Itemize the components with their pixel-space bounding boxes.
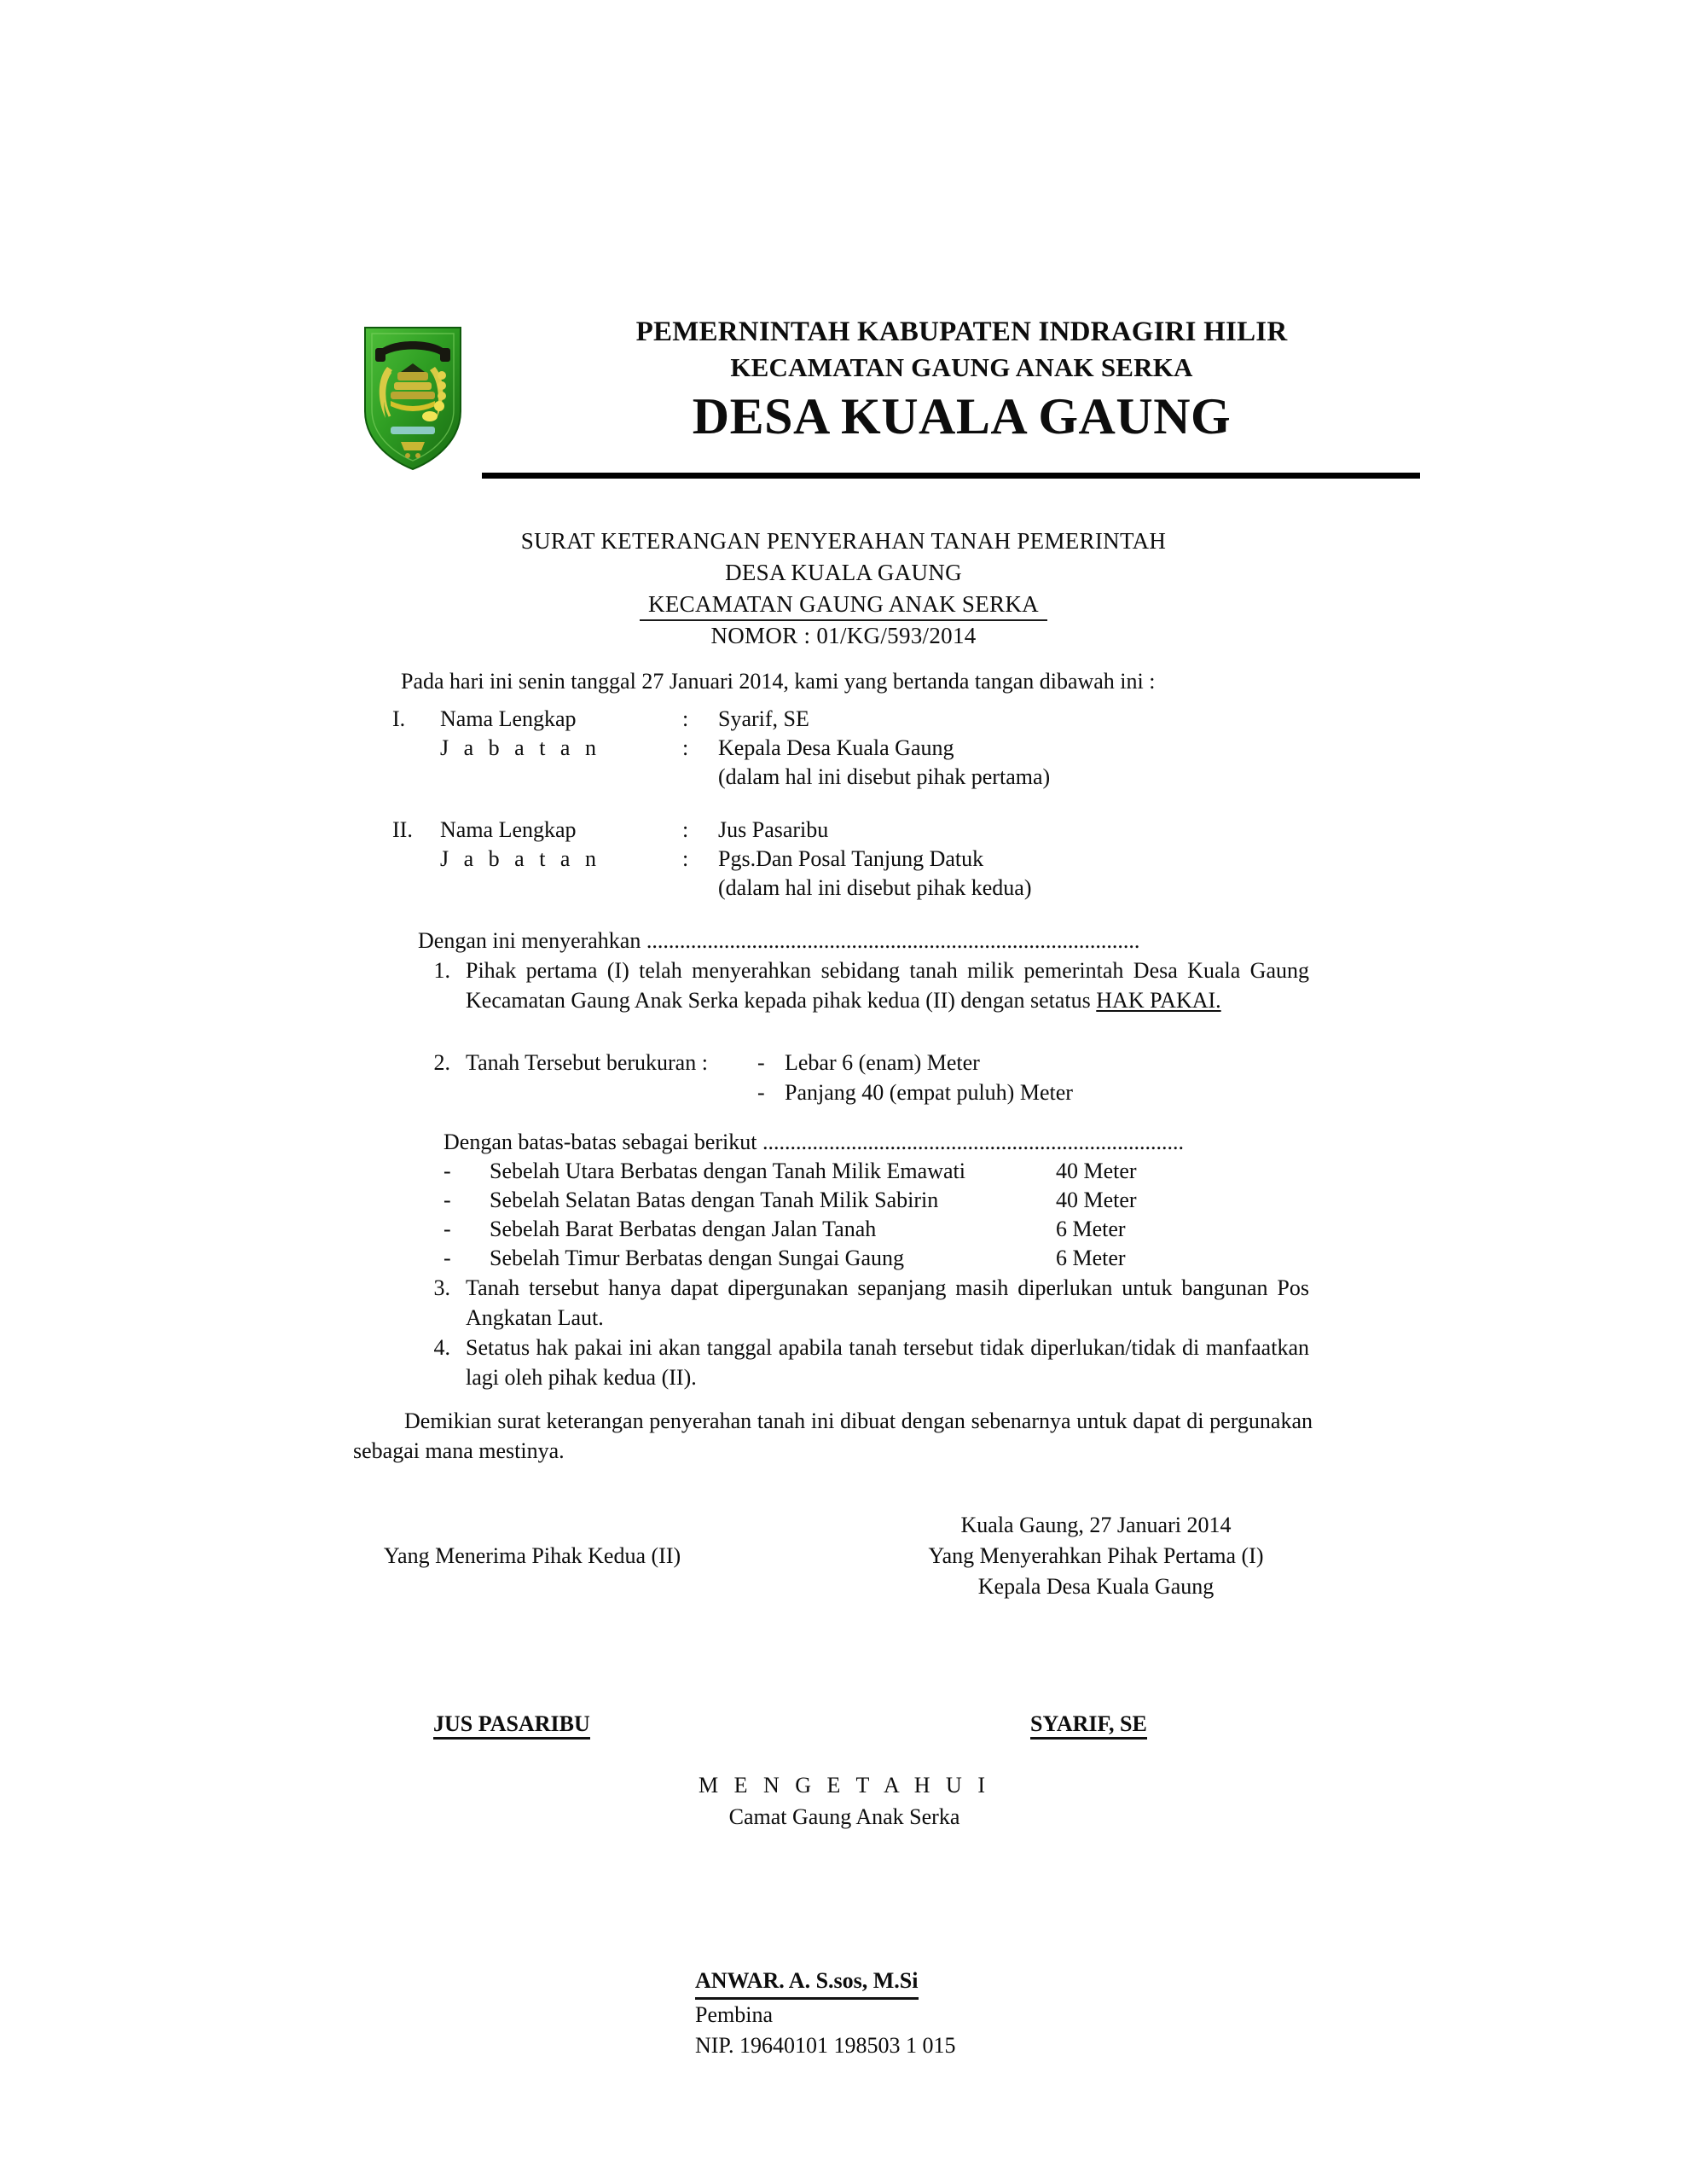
party-1-name-value: Syarif, SE xyxy=(718,706,809,731)
clause-2-measurement-1 xyxy=(757,1048,980,1077)
signature-left-name xyxy=(433,1710,590,1739)
signature-right-name xyxy=(1030,1710,1147,1739)
letterhead-line-3: DESA KUALA GAUNG xyxy=(692,388,1232,444)
clause-2-measurement-2-value: Panjang 40 (empat puluh) Meter xyxy=(785,1080,1073,1105)
clause-1-text-underlined: HAK PAKAI. xyxy=(1096,988,1221,1013)
acknowledgement-heading: M E N G E T A H U I xyxy=(699,1773,990,1798)
opening-paragraph: Pada hari ini senin tanggal 27 Januari 2014, kami yang bertanda tangan dibawah ini : xyxy=(401,669,1156,694)
document-title-block xyxy=(417,527,1270,653)
closing-paragraph: Demikian surat keterangan penyerahan tanah ini dibuat dengan sebenarnya untuk dapat di pergunakan sebagai mana mestinya. xyxy=(353,1409,1313,1463)
boundary-2-description: Sebelah Selatan Batas dengan Tanah Milik Sabirin xyxy=(490,1188,939,1212)
party-2-note: (dalam hal ini disebut pihak kedua) xyxy=(718,875,1032,900)
document-number: NOMOR : 01/KG/593/2014 xyxy=(710,623,977,648)
clause-4-number: 4. xyxy=(433,1335,450,1360)
title-line-3: KECAMATAN GAUNG ANAK SERKA xyxy=(640,590,1047,621)
party-2-position-colon: : xyxy=(682,846,689,871)
party-1-name-colon: : xyxy=(682,706,689,731)
party-1-name-label: Nama Lengkap xyxy=(440,706,577,731)
party-1-roman: I. xyxy=(392,706,406,731)
letterhead xyxy=(350,314,1433,485)
signature-left-caption: Yang Menerima Pihak Kedua (II) xyxy=(383,1543,681,1568)
party-2-roman: II. xyxy=(392,817,413,842)
clause-2-number: 2. xyxy=(433,1050,450,1075)
clause-2-measurement-2 xyxy=(757,1077,1073,1107)
party-1-note: (dalam hal ini disebut pihak pertama) xyxy=(718,764,1051,789)
boundary-3-description: Sebelah Barat Berbatas dengan Jalan Tanah xyxy=(490,1217,877,1241)
clause-1-text xyxy=(466,956,1309,1015)
boundary-4-measure: 6 Meter xyxy=(1056,1246,1126,1270)
party-1-position-label: J a b a t a n xyxy=(440,735,601,760)
letterhead-divider xyxy=(482,473,1420,479)
handover-lead: Dengan ini menyerahkan ......................................................................................... xyxy=(418,928,1140,953)
letterhead-text xyxy=(503,314,1420,447)
boundary-1-description: Sebelah Utara Berbatas dengan Tanah Milik Emawati xyxy=(490,1159,965,1183)
party-2-name-label: Nama Lengkap xyxy=(440,817,577,842)
clause-4-text: Setatus hak pakai ini akan tanggal apabila tanah tersebut tidak diperlukan/tidak di manfaatkan lagi oleh pihak kedua (II). xyxy=(466,1335,1309,1390)
boundary-2-dash: - xyxy=(443,1188,451,1212)
boundaries-lead: Dengan batas-batas sebagai berikut ............................................................................ xyxy=(443,1130,1184,1154)
clause-2-dash-1: - xyxy=(757,1050,765,1075)
clause-2-text: Tanah Tersebut berukuran : xyxy=(466,1050,708,1075)
camat-name: ANWAR. A. S.sos, M.Si xyxy=(695,1966,919,2000)
signature-place-date: Kuala Gaung, 27 Januari 2014 xyxy=(960,1513,1232,1537)
boundary-1-measure: 40 Meter xyxy=(1056,1159,1137,1183)
party-2-name-colon: : xyxy=(682,817,689,842)
boundary-3-measure: 6 Meter xyxy=(1056,1217,1126,1241)
acknowledgement-subheading: Camat Gaung Anak Serka xyxy=(728,1804,960,1829)
signature-left-name-text: JUS PASARIBU xyxy=(433,1711,590,1740)
camat-rank: Pembina xyxy=(695,2002,773,2027)
regency-crest-icon xyxy=(357,322,469,474)
camat-signature-block xyxy=(695,1966,956,2061)
boundary-4-description: Sebelah Timur Berbatas dengan Sungai Gaung xyxy=(490,1246,904,1270)
boundary-2-measure: 40 Meter xyxy=(1056,1188,1137,1212)
party-2-position-value: Pgs.Dan Posal Tanjung Datuk xyxy=(718,846,984,871)
clause-1-number: 1. xyxy=(433,958,450,983)
clause-3-number: 3. xyxy=(433,1275,450,1300)
party-1-position-value: Kepala Desa Kuala Gaung xyxy=(718,735,954,760)
party-2-name-value: Jus Pasaribu xyxy=(718,817,829,842)
boundary-3-dash: - xyxy=(443,1217,451,1241)
clause-2-measurement-1-value: Lebar 6 (enam) Meter xyxy=(785,1050,980,1075)
party-2-position-label: J a b a t a n xyxy=(440,846,601,871)
clause-1-text-body: Pihak pertama (I) telah menyerahkan sebidang tanah milik pemerintah Desa Kuala Gaung Kecamatan Gaung Anak Serka kepada pihak kedua (II) dengan setatus xyxy=(466,958,1309,1013)
clause-3-text: Tanah tersebut hanya dapat dipergunakan sepanjang masih diperlukan untuk bangunan Pos Angkatan Laut. xyxy=(466,1275,1309,1330)
title-line-1: SURAT KETERANGAN PENYERAHAN TANAH PEMERINTAH xyxy=(520,528,1167,554)
letterhead-line-2: KECAMATAN GAUNG ANAK SERKA xyxy=(730,352,1193,382)
signature-right-block xyxy=(896,1510,1296,1602)
camat-nip: NIP. 19640101 198503 1 015 xyxy=(695,2033,956,2058)
acknowledgement-block xyxy=(546,1769,1143,1833)
letterhead-line-1: PEMERNINTAH KABUPATEN INDRAGIRI HILIR xyxy=(635,317,1288,347)
signature-right-name-text: SYARIF, SE xyxy=(1030,1711,1147,1740)
boundary-1-dash: - xyxy=(443,1159,451,1183)
boundary-4-dash: - xyxy=(443,1246,451,1270)
signature-right-caption-2: Kepala Desa Kuala Gaung xyxy=(977,1574,1215,1599)
clause-2-dash-2: - xyxy=(757,1080,765,1105)
title-line-2: DESA KUALA GAUNG xyxy=(725,560,962,585)
party-1-position-colon: : xyxy=(682,735,689,760)
signature-right-caption-1: Yang Menyerahkan Pihak Pertama (I) xyxy=(928,1543,1264,1568)
